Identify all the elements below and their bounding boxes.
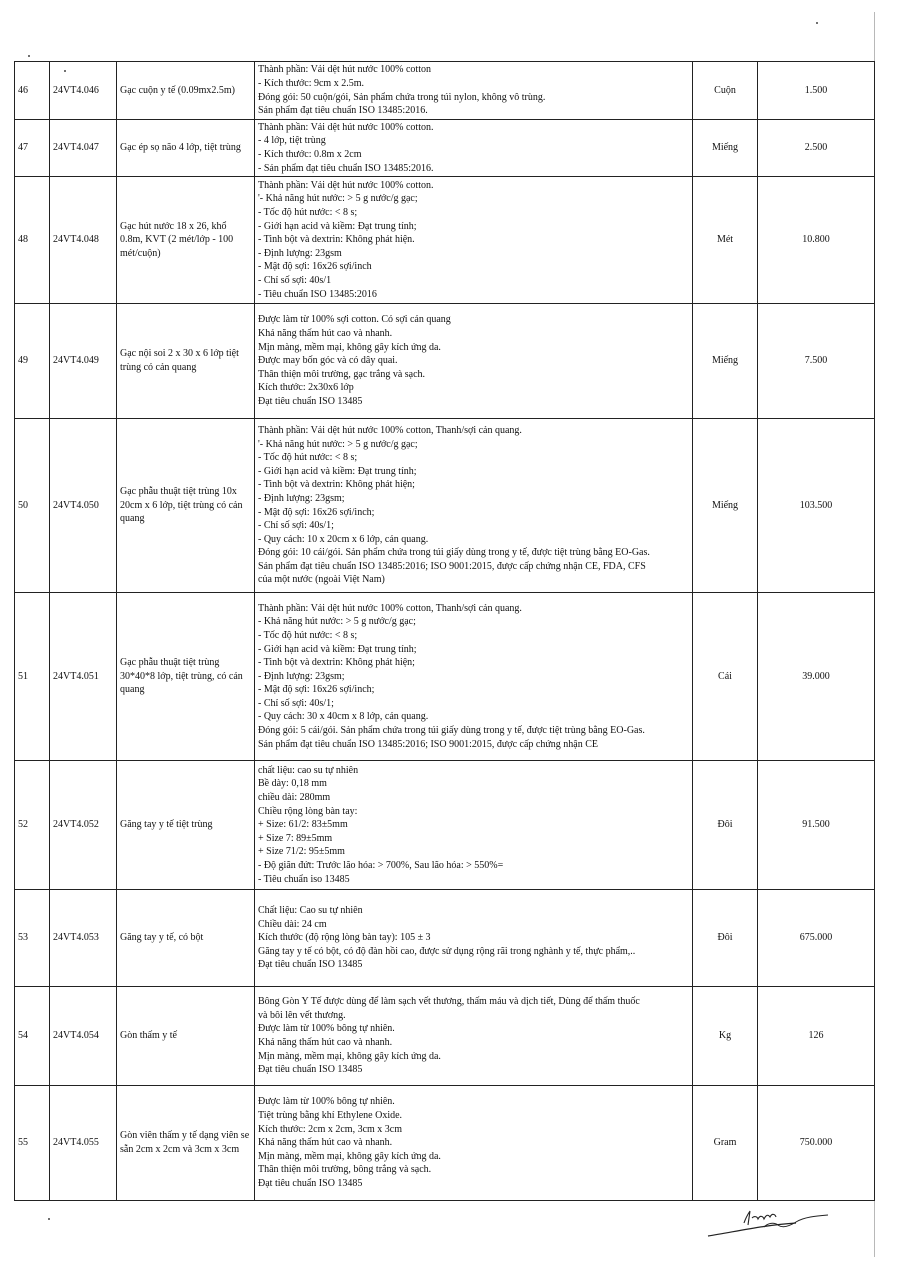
item-name: Gạc hút nước 18 x 26, khổ 0.8m, KVT (2 mét/lớp - 100 mét/cuộn) [117, 177, 255, 304]
spec-line: '- Khả năng hút nước: > 5 g nước/g gạc; [258, 193, 418, 205]
item-quantity: 7.500 [758, 304, 875, 419]
spec-line: - Tinh bột và dextrin: Không phát hiện; [258, 657, 415, 669]
item-code: 24VT4.053 [50, 890, 117, 987]
item-spec [255, 177, 693, 304]
spec-line: Đạt tiêu chuẩn ISO 13485 [258, 959, 363, 971]
spec-line: Được làm từ 100% sợi cotton. Có sợi cản quang [258, 314, 451, 326]
spec-line: - Giới hạn acid và kiềm: Đạt trung tính; [258, 220, 417, 232]
spec-line: - Tinh bột và dextrin: Không phát hiện. [258, 234, 415, 246]
spec-line: Kích thước: 2x30x6 lớp [258, 382, 354, 394]
spec-line: Chiều rộng lòng bàn tay: [258, 805, 358, 817]
spec-line: - Chỉ số sợi: 40s/1; [258, 520, 334, 532]
item-spec [255, 890, 693, 987]
item-unit: Cái [693, 593, 758, 761]
spec-line: - Giới hạn acid và kiềm: Đạt trung tính; [258, 465, 417, 477]
item-spec [255, 761, 693, 890]
spec-line: Bông Gòn Y Tế được dùng để làm sạch vết thương, thấm máu và dịch tiết, Dùng để thấm thuốc [258, 996, 640, 1008]
spec-line: Mịn màng, mềm mại, không gây kích ứng da. [258, 1050, 441, 1062]
spec-line: + Size 71/2: 95±5mm [258, 846, 345, 858]
table-row [15, 120, 875, 177]
spec-line: Khả năng thấm hút cao và nhanh. [258, 1137, 393, 1149]
item-code: 24VT4.050 [50, 419, 117, 593]
row-number: 53 [15, 890, 50, 987]
spec-line: Kích thước (độ rộng lòng bàn tay): 105 ± 3 [258, 932, 431, 944]
scan-speck [48, 1218, 50, 1220]
spec-line: Kích thước: 2cm x 2cm, 3cm x 3cm [258, 1123, 403, 1135]
row-number: 51 [15, 593, 50, 761]
spec-line: Chất liệu: Cao su tự nhiên [258, 905, 363, 917]
spec-line: - Tinh bột và dextrin: Không phát hiện; [258, 479, 415, 491]
item-name: Gạc ép sọ não 4 lớp, tiệt trùng [117, 120, 255, 177]
item-spec [255, 120, 693, 177]
spec-line: - Tốc độ hút nước: < 8 s; [258, 629, 358, 641]
spec-line: Tiệt trùng bằng khí Ethylene Oxide. [258, 1110, 403, 1122]
item-code: 24VT4.048 [50, 177, 117, 304]
spec-line: + Size 7: 89±5mm [258, 832, 333, 844]
item-code: 24VT4.052 [50, 761, 117, 890]
spec-line: Thành phần: Vải dệt hút nước 100% cotton, Thanh/sợi cản quang. [258, 424, 522, 436]
spec-line: - Mật độ sợi: 16x26 sợi/inch [258, 261, 372, 273]
item-spec [255, 304, 693, 419]
item-unit: Mét [693, 177, 758, 304]
spec-line: - Quy cách: 30 x 40cm x 8 lớp, cản quang. [258, 711, 429, 723]
spec-line: và bôi lên vết thương. [258, 1009, 346, 1021]
spec-line: Sản phẩm đạt tiêu chuẩn ISO 13485:2016. [258, 105, 428, 117]
item-quantity: 2.500 [758, 120, 875, 177]
table-row [15, 1086, 875, 1201]
item-unit: Cuộn [693, 62, 758, 120]
signature-text: H.cn [746, 1220, 748, 1221]
spec-line: Thân thiện môi trường, gạc trắng và sạch. [258, 368, 426, 380]
spec-line: - Độ giãn đứt: Trước lão hóa: > 700%, Sau lão hóa: > 550%= [258, 859, 504, 871]
spec-line: Đóng gói: 50 cuộn/gói, Sản phẩm chứa trong túi nylon, không vô trùng. [258, 91, 546, 103]
row-number: 54 [15, 987, 50, 1086]
item-quantity: 126 [758, 987, 875, 1086]
spec-line: Mịn màng, mềm mại, không gây kích ứng da. [258, 1150, 441, 1162]
spec-line: Thành phần: Vải dệt hút nước 100% cotton, Thanh/sợi cản quang. [258, 602, 522, 614]
item-name: Găng tay y tế tiệt trùng [117, 761, 255, 890]
item-code: 24VT4.049 [50, 304, 117, 419]
item-unit: Miếng [693, 120, 758, 177]
item-quantity: 103.500 [758, 419, 875, 593]
spec-line: - Chỉ số sợi: 40s/1 [258, 274, 332, 286]
row-number: 48 [15, 177, 50, 304]
spec-line: Thành phần: Vải dệt hút nước 100% cotton [258, 64, 431, 76]
spec-line: Đạt tiêu chuẩn ISO 13485 [258, 1064, 363, 1076]
item-spec [255, 987, 693, 1086]
item-code: 24VT4.047 [50, 120, 117, 177]
item-name: Gòn viên thấm y tế dạng viên se sẵn 2cm x 2cm và 3cm x 3cm [117, 1086, 255, 1201]
spec-line: Chiều dài: 24 cm [258, 918, 327, 930]
item-name: Gạc phẫu thuật tiệt trùng 30*40*8 lớp, tiệt trùng, có cản quang [117, 593, 255, 761]
item-code: 24VT4.046 [50, 62, 117, 120]
spec-line: - Tiêu chuẩn iso 13485 [258, 873, 350, 885]
spec-line: - Mật độ sợi: 16x26 sợi/inch; [258, 684, 375, 696]
row-number: 49 [15, 304, 50, 419]
item-quantity: 39.000 [758, 593, 875, 761]
spec-line: Được làm từ 100% bông tự nhiên. [258, 1023, 395, 1035]
table-row [15, 987, 875, 1086]
item-quantity: 750.000 [758, 1086, 875, 1201]
spec-line: Thành phần: Vải dệt hút nước 100% cotton. [258, 121, 434, 133]
item-spec [255, 62, 693, 120]
item-unit: Miếng [693, 304, 758, 419]
row-number: 50 [15, 419, 50, 593]
spec-line: Đạt tiêu chuẩn ISO 13485 [258, 395, 363, 407]
table-row [15, 761, 875, 890]
spec-line: - Giới hạn acid và kiềm: Đạt trung tính; [258, 643, 417, 655]
spec-line: Đóng gói: 5 cái/gói. Sản phẩm chứa trong túi giấy dùng trong y tế, được tiệt trùng bằng EO-Gas. [258, 725, 645, 737]
spec-line: Găng tay y tế có bột, có độ đàn hồi cao, được sử dụng rộng rãi trong nghành y tế, thực phẩm,.. [258, 945, 636, 957]
spec-line: + Size: 61/2: 83±5mm [258, 819, 348, 831]
item-spec [255, 1086, 693, 1201]
table-row [15, 304, 875, 419]
table-row [15, 62, 875, 120]
item-quantity: 91.500 [758, 761, 875, 890]
spec-line: Thành phần: Vải dệt hút nước 100% cotton. [258, 179, 434, 191]
item-name: Gòn thấm y tế [117, 987, 255, 1086]
row-number: 47 [15, 120, 50, 177]
spec-line: - Tốc độ hút nước: < 8 s; [258, 452, 358, 464]
spec-line: - Tiêu chuẩn ISO 13485:2016 [258, 288, 377, 300]
item-name: Gạc phẫu thuật tiệt trùng 10x 20cm x 6 lớp, tiệt trùng có cản quang [117, 419, 255, 593]
item-name: Gạc cuộn y tế (0.09mx2.5m) [117, 62, 255, 120]
spec-line: Sản phẩm đạt tiêu chuẩn ISO 13485:2016; ISO 9001:2015, được cấp chứng nhận CE [258, 738, 598, 750]
scan-speck [816, 22, 818, 24]
spec-line: Thân thiện môi trường, bông trắng và sạch. [258, 1164, 432, 1176]
table-row [15, 177, 875, 304]
spec-line: - Định lượng: 23gsm; [258, 670, 345, 682]
item-quantity: 10.800 [758, 177, 875, 304]
scan-speck [28, 55, 30, 57]
spec-line: Bề dày: 0,18 mm [258, 778, 327, 790]
spec-line: Mịn màng, mềm mại, không gây kích ứng da. [258, 341, 441, 353]
item-unit: Gram [693, 1086, 758, 1201]
table-row [15, 593, 875, 761]
spec-line: - Kích thước: 9cm x 2.5m. [258, 77, 364, 89]
product-spec-table [14, 61, 875, 1201]
spec-line: - Mật độ sợi: 16x26 sợi/inch; [258, 506, 375, 518]
signature [704, 1203, 834, 1243]
table-row [15, 419, 875, 593]
item-quantity: 675.000 [758, 890, 875, 987]
spec-line: '- Khả năng hút nước: > 5 g nước/g gạc; [258, 438, 418, 450]
spec-line: - 4 lớp, tiệt trùng [258, 135, 326, 147]
item-code: 24VT4.051 [50, 593, 117, 761]
item-unit: Đôi [693, 890, 758, 987]
row-number: 55 [15, 1086, 50, 1201]
item-unit: Kg [693, 987, 758, 1086]
spec-line: Khả năng thấm hút cao và nhanh. [258, 1037, 393, 1048]
spec-line: Được làm từ 100% bông tự nhiên. [258, 1096, 395, 1108]
spec-line: của một nước (ngoài Việt Nam) [258, 574, 385, 586]
spec-line: Khả năng thấm hút cao và nhanh. [258, 328, 393, 340]
spec-line: Được may bốn góc và có dây quai. [258, 355, 398, 367]
item-name: Găng tay y tế, có bột [117, 890, 255, 987]
spec-line: - Sản phẩm đạt tiêu chuẩn ISO 13485:2016. [258, 162, 434, 174]
spec-line: - Quy cách: 10 x 20cm x 6 lớp, cản quang. [258, 533, 429, 545]
row-number: 52 [15, 761, 50, 890]
spec-line: chất liệu: cao su tự nhiên [258, 764, 359, 776]
item-spec [255, 419, 693, 593]
spec-line: Sản phẩm đạt tiêu chuẩn ISO 13485:2016; ISO 9001:2015, được cấp chứng nhận CE, FDA, CFS [258, 560, 646, 572]
spec-line: - Khả năng hút nước: > 5 g nước/g gạc; [258, 616, 416, 628]
item-unit: Miếng [693, 419, 758, 593]
row-number: 46 [15, 62, 50, 120]
item-quantity: 1.500 [758, 62, 875, 120]
item-spec [255, 593, 693, 761]
spec-line: - Tốc độ hút nước: < 8 s; [258, 207, 358, 219]
spec-line: Đóng gói: 10 cái/gói. Sản phẩm chứa trong túi giấy dùng trong y tế, được tiệt trùng bằng EO-Gas. [258, 547, 650, 559]
table-row [15, 890, 875, 987]
item-unit: Đôi [693, 761, 758, 890]
spec-line: chiều dài: 280mm [258, 792, 331, 804]
item-name: Gạc nội soi 2 x 30 x 6 lớp tiệt trùng có cản quang [117, 304, 255, 419]
spec-line: - Chỉ số sợi: 40s/1; [258, 697, 334, 709]
spec-line: Đạt tiêu chuẩn ISO 13485 [258, 1177, 363, 1189]
spec-line: - Định lượng: 23gsm; [258, 492, 345, 504]
item-code: 24VT4.055 [50, 1086, 117, 1201]
spec-line: - Định lượng: 23gsm [258, 247, 342, 259]
item-code: 24VT4.054 [50, 987, 117, 1086]
spec-line: - Kích thước: 0.8m x 2cm [258, 149, 362, 160]
